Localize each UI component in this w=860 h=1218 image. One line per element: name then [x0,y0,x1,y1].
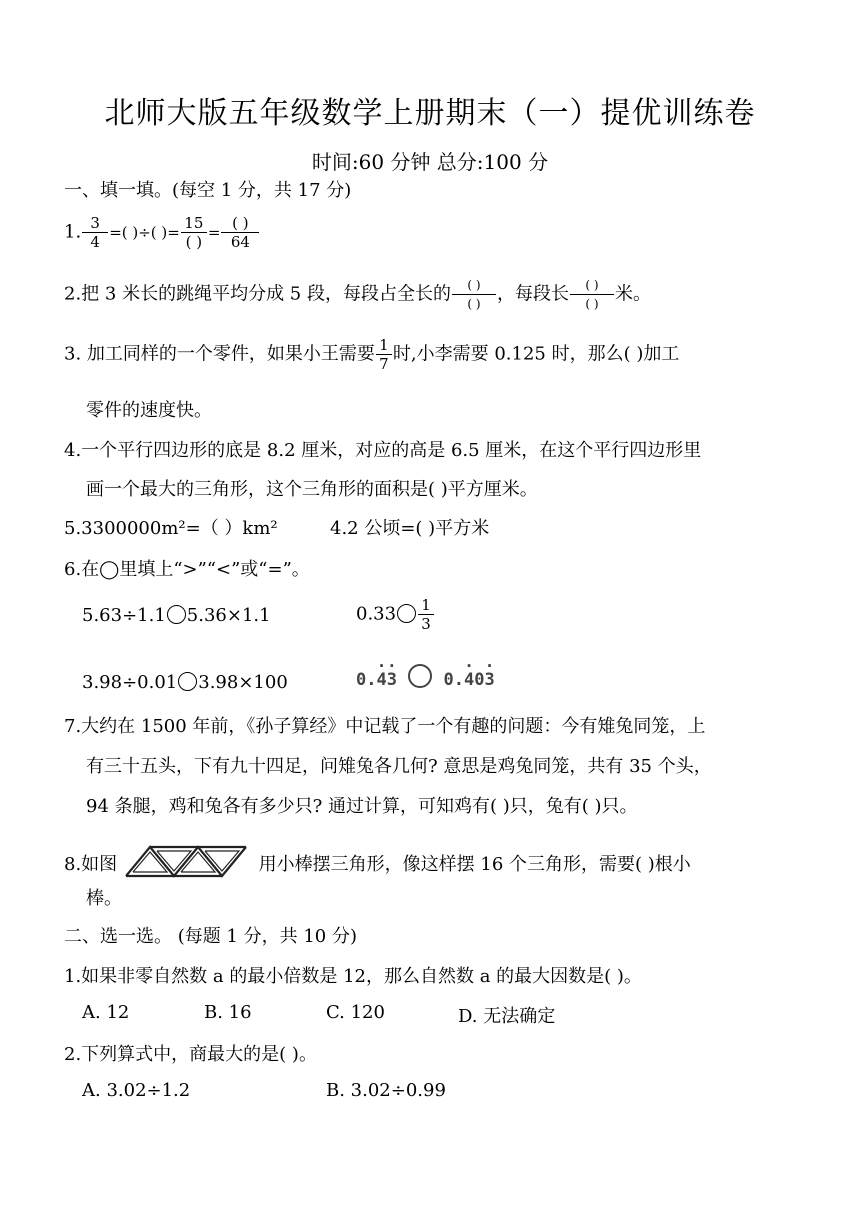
question-8-cont: 棒。 [86,888,122,909]
fraction-1-3: $\frac{1}{3}$ [418,596,434,633]
compare-3: 3.98÷0.01 3.98×100 [82,672,288,693]
question-3: 3. 加工同样的一个零件，如果小王需要 $\frac{1}{7}$ 时,小李需要 0.125 时，那么( )加工 [64,336,680,373]
answer-circle[interactable] [167,605,186,624]
compare-2: 0.33 $\frac{1}{3}$ [356,596,435,633]
blank-fraction: $\frac{( )}{( )}$ [452,276,496,313]
question-5a: 5.3300000m²=（ ）km² [64,518,278,539]
equals-sign: = [207,223,221,242]
section2-heading: 二、选一选。 (每题 1 分，共 10 分) [64,926,358,947]
division-blanks: =( )÷( )= [109,223,180,242]
mc-1-option-b[interactable]: B. 16 [204,1002,252,1023]
compare-1: 5.63÷1.1 5.36×1.1 [82,605,271,626]
answer-circle[interactable] [397,604,416,623]
exam-info: 时间:60 分钟 总分:100 分 [311,150,549,174]
section1-heading: 一、填一填。(每空 1 分，共 17 分) [64,180,352,201]
question-3-cont: 零件的速度快。 [86,400,212,421]
question-1 [64,214,260,251]
question-7-line3: 94 条腿，鸡和兔各有多少只? 通过计算，可知鸡有( )只，兔有( )只。 [86,796,638,817]
page-title: 北师大版五年级数学上册期末（一）提优训练卷 [104,96,756,131]
fraction-3-4: $\frac{3}{4}$ [82,214,108,251]
mc-1-option-c[interactable]: C. 120 [326,1002,385,1023]
fraction-15-blank: $\frac{15}{( )}$ [181,214,207,251]
question-5b: 4.2 公顷=( )平方米 [330,518,490,539]
mc-1-option-d[interactable]: D. 无法确定 [458,1006,556,1027]
triangles-stick-figure [123,844,253,878]
question-2: 2.把 3 米长的跳绳平均分成 5 段，每段占全长的 $\frac{( )}{( )}$ ，每段长 $\frac{( )}{( )}$ 米。 [64,278,651,311]
fraction-blank-64: $\frac{( )}{64}$ [221,214,259,251]
question-4-line1: 4.一个平行四边形的底是 8.2 厘米，对应的高是 6.5 厘米，在这个平行四边形里 [64,440,702,461]
mc-2-option-b[interactable]: B. 3.02÷0.99 [326,1080,446,1101]
mc-2-option-a[interactable]: A. 3.02÷1.2 [82,1080,191,1101]
answer-circle[interactable] [408,664,432,688]
question-8: 8.如图 用小棒摆三角形，像这样摆 16 个三角形，需要( )根小 [64,844,691,878]
question-7-line2: 有三十五头，下有九十四足，问雉兔各几何? 意思是鸡兔同笼，共有 35 个头， [86,756,712,777]
mc-question-1: 1.如果非零自然数 a 的最小倍数是 12，那么自然数 a 的最大因数是( )。 [64,966,642,987]
blank-fraction: $\frac{( )}{( )}$ [570,276,614,313]
mc-1-option-a[interactable]: A. 12 [82,1002,130,1023]
mc-question-2: 2.下列算式中，商最大的是( )。 [64,1044,317,1065]
fraction-1-7: $\frac{1}{7}$ [376,336,392,373]
question-4-line2: 画一个最大的三角形，这个三角形的面积是( )平方厘米。 [86,479,538,500]
question-6-intro: 6.在◯里填上“>”“<”或“=”。 [64,559,310,580]
compare-4-recurring: 0.· 4· 3 0.· 40· 3 [356,664,495,690]
answer-circle[interactable] [178,672,197,691]
question-number: 1. [64,221,82,243]
question-7-line1: 7.大约在 1500 年前，《孙子算经》中记载了一个有趣的问题：今有雉兔同笼，上 [64,716,706,737]
